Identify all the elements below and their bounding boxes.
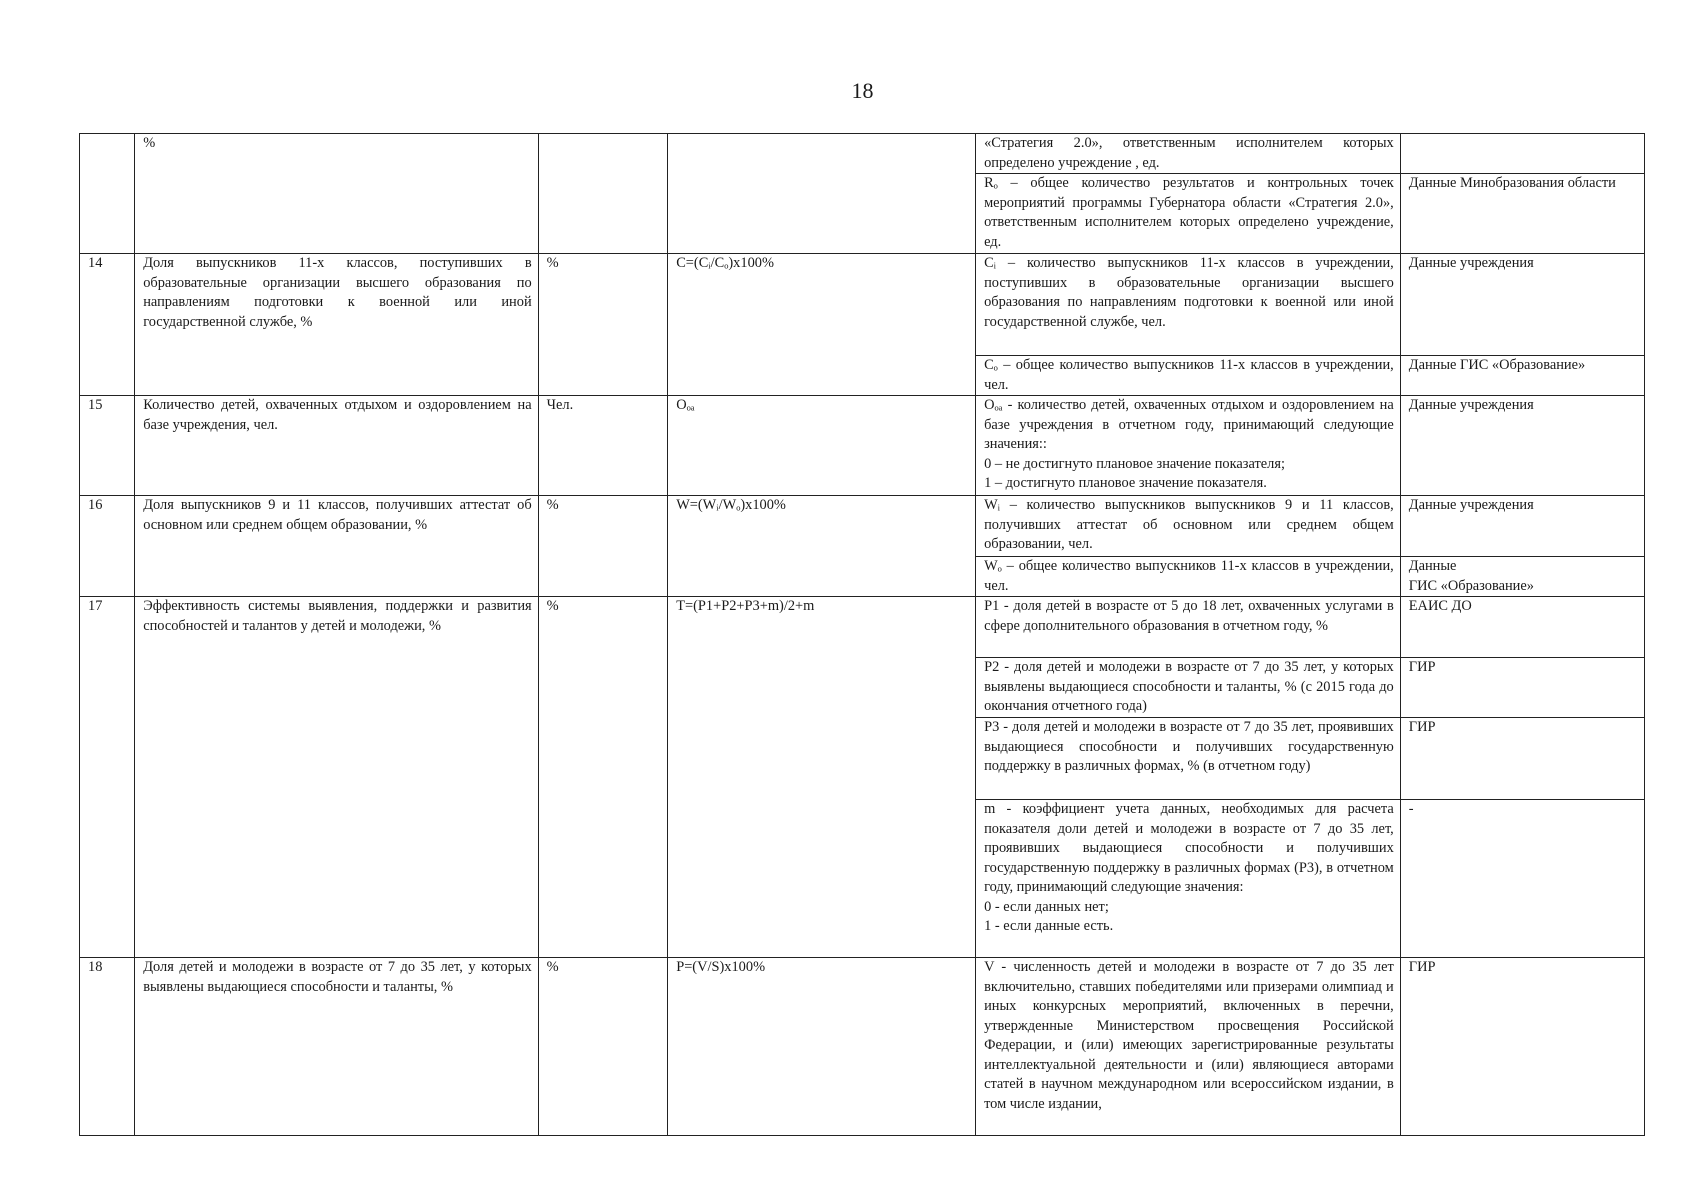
formula: P=(V/S)x100% (668, 958, 976, 1136)
table-row (80, 134, 1645, 174)
data-source: Данные Минобразования области (1400, 174, 1644, 254)
row-number (80, 134, 135, 254)
indicators-table (79, 133, 1645, 1136)
unit: % (538, 254, 668, 396)
variable-description: P3 - доля детей и молодежи в возрасте от 7 до 35 лет, проявивших выдающиеся способности и получивших государственную поддержку в различных формах, % (в отчетном году) (976, 718, 1401, 800)
unit: % (538, 958, 668, 1136)
table-row (80, 396, 1645, 496)
unit (538, 134, 668, 254)
formula (668, 134, 976, 254)
indicator-name: Доля выпускников 9 и 11 классов, получивших аттестат об основном или среднем общем образовании, % (135, 496, 538, 597)
indicator-name: % (135, 134, 538, 254)
variable-description: m - коэффициент учета данных, необходимых для расчета показателя доли детей и молодежи в возрасте от 7 до 35 лет, проявивших выдающиеся способности и получивших государственную поддержку в различных формах (P3), в отчетном году, принимающий следующие значения: 0 - если данных нет; 1 - если данные есть. (976, 800, 1401, 958)
variable-description: Wₒ – общее количество выпускников 11-х классов в учреждении, чел. (976, 557, 1401, 597)
variable-description: P1 - доля детей в возрасте от 5 до 18 лет, охваченных услугами в сфере дополнительного образования в отчетном году, % (976, 597, 1401, 658)
unit: % (538, 496, 668, 597)
row-number: 16 (80, 496, 135, 597)
variable-description: V - численность детей и молодежи в возрасте от 7 до 35 лет включительно, ставших победителями или призерами олимпиад и иных конкурсных мероприятий, включенных в перечни, утвержденные Министерством просвещения Российской Федерации, и (или) имеющих зарегистрированные результаты интеллектуальной деятельности и (или) являющиеся авторами статей в научном международном или всероссийском издании, в том числе издании, (976, 958, 1401, 1136)
formula: Oₒₐ (668, 396, 976, 496)
variable-description: Cᵢ – количество выпускников 11-х классов в учреждении, поступивших в образовательные организации высшего образования по направлениям подготовки к военной или иной государственной службе, чел. (976, 254, 1401, 356)
variable-description: Oₒₐ - количество детей, охваченных отдыхом и оздоровлением на базе учреждения в отчетном году, принимающий следующие значения:: 0 – не достигнуто плановое значение показателя; 1 – достигнуто плановое значение показателя. (976, 396, 1401, 496)
indicator-name: Количество детей, охваченных отдыхом и оздоровлением на базе учреждения, чел. (135, 396, 538, 496)
data-source (1400, 134, 1644, 174)
data-source: Данные учреждения (1400, 396, 1644, 496)
data-source: Данные учреждения (1400, 496, 1644, 557)
formula: W=(Wᵢ/Wₒ)x100% (668, 496, 976, 597)
variable-description: P2 - доля детей и молодежи в возрасте от 7 до 35 лет, у которых выявлены выдающиеся способности и таланты, % (с 2015 года до окончания отчетного года) (976, 658, 1401, 718)
row-number: 14 (80, 254, 135, 396)
data-source: ГИР (1400, 718, 1644, 800)
indicator-name: Доля выпускников 11-х классов, поступивших в образовательные организации высшего образования по направлениям подготовки к военной или иной государственной службе, % (135, 254, 538, 396)
variable-description: Rₒ – общее количество результатов и контрольных точек мероприятий программы Губернатора области «Стратегия 2.0», ответственным исполнителем которых определено учреждение, ед. (976, 174, 1401, 254)
variable-description: Cₒ – общее количество выпускников 11-х классов в учреждении, чел. (976, 356, 1401, 396)
data-source: Данные ГИС «Образование» (1400, 557, 1644, 597)
indicator-name: Доля детей и молодежи в возрасте от 7 до 35 лет, у которых выявлены выдающиеся способности и таланты, % (135, 958, 538, 1136)
page-number: 18 (851, 78, 874, 103)
table-row (80, 597, 1645, 658)
variable-description: Wᵢ – количество выпускников выпускников 9 и 11 классов, получивших аттестат об основном или среднем общем образовании, чел. (976, 496, 1401, 557)
row-number: 17 (80, 597, 135, 958)
variable-description: «Стратегия 2.0», ответственным исполнителем которых определено учреждение , ед. (976, 134, 1401, 174)
data-source: Данные учреждения (1400, 254, 1644, 356)
indicator-name: Эффективность системы выявления, поддержки и развития способностей и талантов у детей и молодежи, % (135, 597, 538, 958)
data-source: ЕАИС ДО (1400, 597, 1644, 658)
formula: T=(P1+P2+P3+m)/2+m (668, 597, 976, 958)
data-source: ГИР (1400, 958, 1644, 1136)
row-number: 15 (80, 396, 135, 496)
table-row (80, 254, 1645, 356)
formula: C=(Cᵢ/Cₒ)x100% (668, 254, 976, 396)
table-row (80, 496, 1645, 557)
data-source: Данные ГИС «Образование» (1400, 356, 1644, 396)
unit: Чел. (538, 396, 668, 496)
unit: % (538, 597, 668, 958)
data-source: ГИР (1400, 658, 1644, 718)
data-source: - (1400, 800, 1644, 958)
row-number: 18 (80, 958, 135, 1136)
table-row (80, 958, 1645, 1136)
